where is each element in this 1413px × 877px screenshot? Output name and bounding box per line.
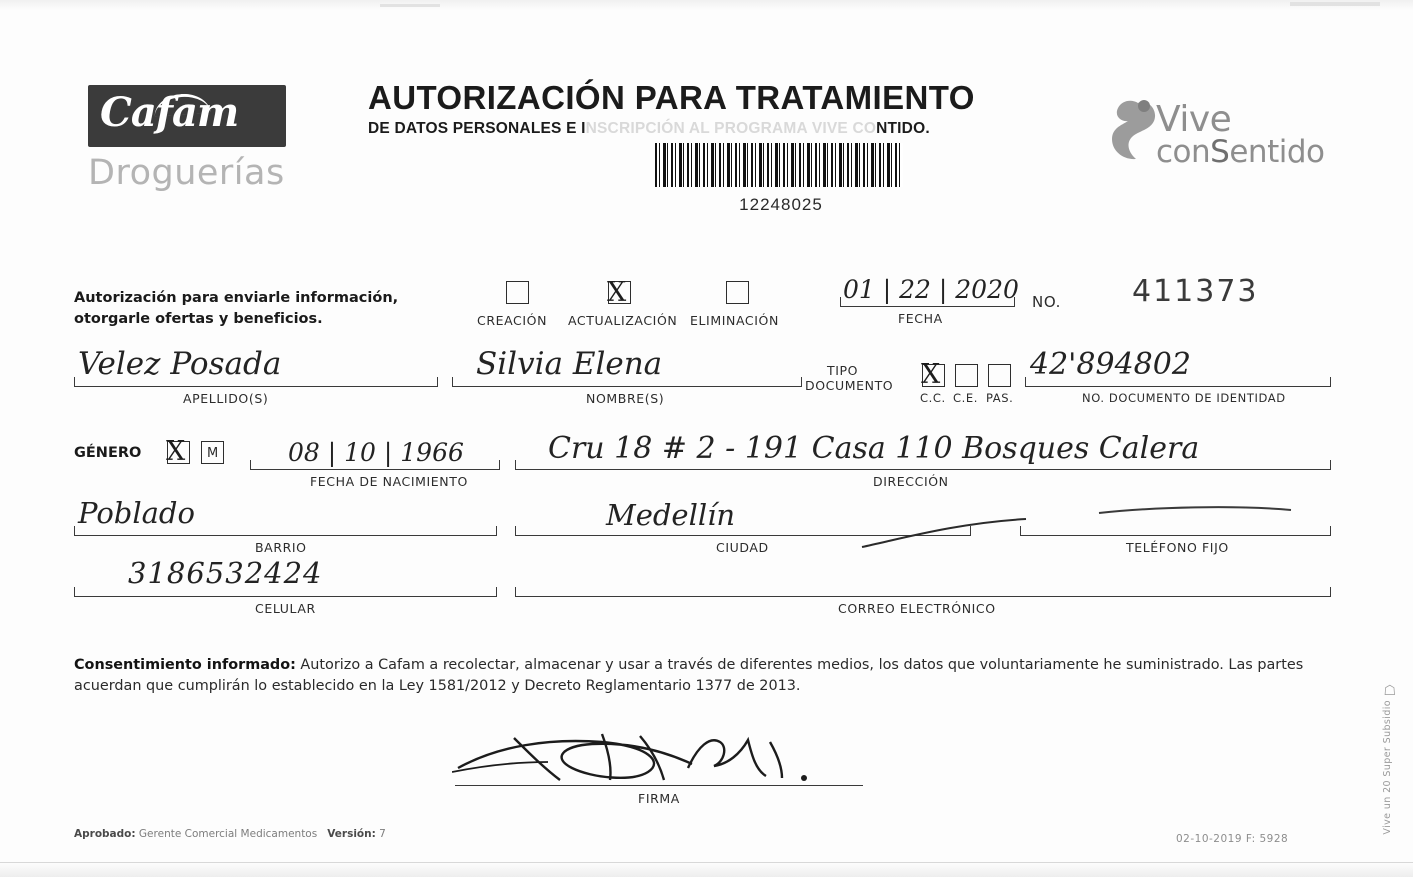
scan-edge-top: [0, 0, 1413, 10]
consent-heading: Consentimiento informado:: [74, 657, 296, 673]
ciudad-label: CIUDAD: [716, 540, 769, 555]
brand-logo: [88, 85, 323, 193]
campaign-line2-highlight: S: [1210, 133, 1230, 170]
footer-right-code: 02-10-2019 F: 5928: [1176, 833, 1289, 845]
checkbox-genero-f-mark: X: [166, 436, 186, 467]
campaign-line1: Vive: [1156, 99, 1232, 140]
apellidos-value: Velez Posada: [78, 346, 282, 382]
campaign-line2-prefix: con: [1156, 133, 1211, 170]
direccion-label: DIRECCIÓN: [873, 474, 949, 489]
consent-text: Autorizo a Cafam a recolectar, almacenar y usar a través de diferentes medios, los datos que voluntariamente he suministrado. Las partes acuerdan que cumplirán lo establecido en la Ley 1581/2012 y Decreto Reglamentario 1377 de 2013.: [74, 657, 1304, 694]
label-actualizacion: ACTUALIZACIÓN: [568, 313, 678, 328]
barrio-value: Poblado: [78, 496, 195, 530]
tipo-documento-label-line1: TIPO: [827, 363, 859, 378]
celular-value: 3186532424: [128, 556, 323, 590]
barrio-label: BARRIO: [255, 540, 307, 555]
genero-label: GÉNERO: [74, 445, 142, 461]
subtitle-visible-start: DE DATOS PERSONALES E I: [368, 119, 586, 137]
pen-stroke-artifact-2: [1095, 501, 1295, 521]
numero-value: 411373: [1132, 274, 1259, 309]
barcode-image: [655, 143, 903, 187]
checkbox-cc-mark: X: [921, 359, 941, 390]
correo-label: CORREO ELECTRÓNICO: [838, 601, 996, 616]
fecha-nacimiento-rule: [250, 469, 500, 470]
fecha-nacimiento-label: FECHA DE NACIMIENTO: [310, 474, 468, 489]
celular-label: CELULAR: [255, 601, 316, 616]
approved-label: Aprobado:: [74, 828, 136, 840]
cafam-logo-mark: [88, 85, 286, 147]
numero-documento-value: 42'894802: [1030, 347, 1191, 382]
campaign-logo: [1108, 91, 1338, 191]
document-subtitle: [368, 120, 1068, 138]
checkbox-actualizacion-mark: X: [607, 277, 627, 308]
purpose-line-1: Autorización para enviarle información,: [74, 290, 399, 306]
numero-documento-label: NO. DOCUMENTO DE IDENTIDAD: [1082, 391, 1286, 405]
document-title: AUTORIZACIÓN PARA TRATAMIENTO: [368, 79, 975, 116]
fecha-value: 01 | 22 | 2020: [843, 275, 1019, 304]
scan-artifact: [1290, 2, 1380, 6]
footer-side-text: Vive un 20 Super Subsidio: [1382, 700, 1393, 835]
checkbox-eliminacion[interactable]: [726, 281, 749, 304]
correo-rule: [515, 596, 1331, 597]
label-cc: C.C.: [920, 391, 946, 405]
barcode-number: 12248025: [739, 195, 823, 214]
tipo-documento-label-line2: DOCUMENTO: [805, 378, 894, 393]
approved-value: Gerente Comercial Medicamentos: [138, 828, 318, 840]
direccion-value: Cru 18 # 2 - 191 Casa 110 Bosques Calera: [548, 431, 1200, 466]
label-pas: PAS.: [986, 391, 1014, 405]
barcode-block: [655, 143, 907, 215]
ciudad-value: Medellín: [606, 498, 736, 532]
pen-stroke-artifact: [860, 513, 1030, 553]
fecha-nacimiento-value: 08 | 10 | 1966: [288, 438, 464, 467]
scan-edge-bottom: [0, 862, 1413, 877]
checkbox-pas[interactable]: [988, 364, 1011, 387]
firma-rule: [455, 785, 863, 786]
nombres-label: NOMBRE(S): [586, 391, 665, 406]
cafam-logo-text: Cafam: [100, 89, 239, 136]
numero-label: NO.: [1032, 293, 1061, 311]
campaign-line2: [1156, 133, 1325, 170]
version-value: 7: [379, 828, 386, 840]
firma-label: FIRMA: [638, 791, 680, 806]
document-header: [0, 55, 1413, 235]
campaign-wordmark: [1156, 99, 1325, 170]
apellidos-rule: [74, 386, 438, 387]
footer-left: [74, 828, 386, 840]
authorization-purpose: [74, 288, 404, 330]
signature-mark: [452, 722, 882, 792]
checkbox-ce[interactable]: [955, 364, 978, 387]
telefono-fijo-rule: [1020, 535, 1331, 536]
campaign-line2-suffix: entido: [1229, 133, 1325, 170]
nombres-value: Silvia Elena: [476, 346, 663, 382]
checkbox-creacion[interactable]: [506, 281, 529, 304]
direccion-rule: [515, 469, 1331, 470]
nombres-rule: [452, 386, 802, 387]
home-icon: ☖: [1383, 682, 1396, 698]
label-ce: C.E.: [953, 391, 979, 405]
fecha-rule: [840, 306, 1015, 307]
barrio-rule: [74, 535, 497, 536]
scan-artifact: [380, 4, 440, 7]
telefono-fijo-label: TELÉFONO FIJO: [1126, 540, 1229, 555]
subtitle-faded-part: NSCRIPCIÓN AL PROGRAMA VIVE CO: [585, 119, 877, 137]
brand-subtitle: Droguerías: [88, 153, 285, 193]
celular-rule: [74, 596, 497, 597]
label-creacion: CREACIÓN: [477, 313, 548, 328]
consent-paragraph: [74, 655, 1336, 697]
numero-documento-rule: [1025, 386, 1331, 387]
label-eliminacion: ELIMINACIÓN: [690, 313, 779, 328]
label-genero-m: M: [207, 446, 219, 461]
fecha-label: FECHA: [898, 311, 943, 326]
apellidos-label: APELLIDO(S): [183, 391, 269, 406]
vive-swirl-icon: [1108, 97, 1162, 163]
title-block: [368, 81, 1068, 138]
purpose-line-2: otorgarle ofertas y beneficios.: [74, 311, 323, 328]
subtitle-visible-end: NTIDO.: [876, 119, 930, 137]
version-label: Versión:: [327, 828, 376, 840]
